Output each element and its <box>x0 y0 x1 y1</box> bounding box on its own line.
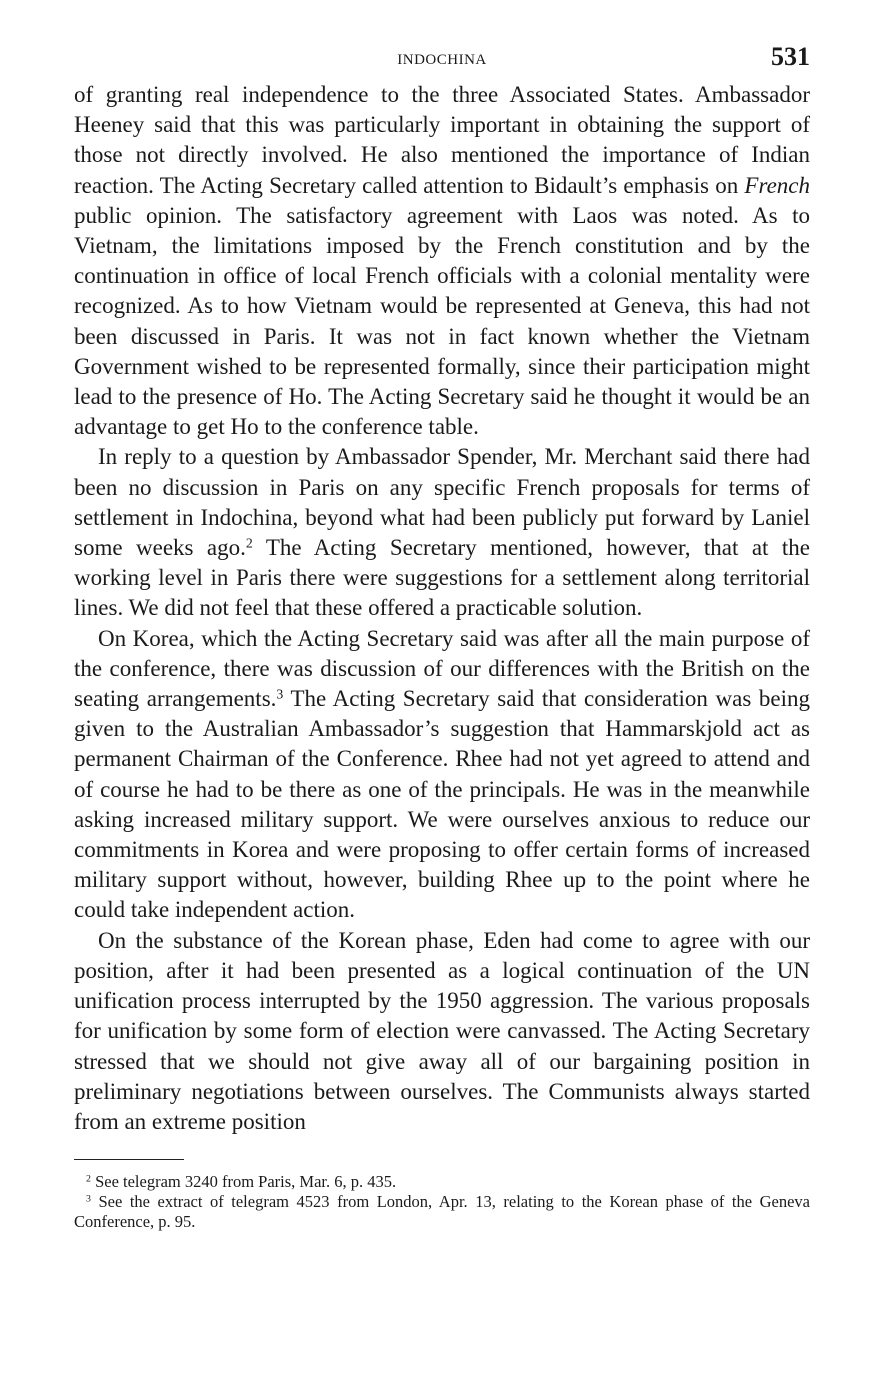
document-page <box>74 40 810 1232</box>
footnotes <box>74 1172 810 1232</box>
paragraph-1-text-a: of granting real independence to the three Associated States. Ambassador Heeney said that this was particularly important in obtaining the support of those not directly involved. He also mentioned the importance of Indian reaction. The Acting Secretary called attention to Bidault’s emphasis on <box>74 82 810 198</box>
footnote-3-text: See the extract of telegram 4523 from London, Apr. 13, relating to the Korean phase of the Geneva Conference, p. 95. <box>74 1192 810 1232</box>
footnote-2-text: See telegram 3240 from Paris, Mar. 6, p. 435. <box>90 1172 397 1192</box>
paragraph-1 <box>74 80 810 442</box>
footnote-ref-2[interactable]: 2 <box>245 535 253 551</box>
footnote-divider <box>74 1159 184 1160</box>
footnote-ref-3[interactable]: 3 <box>276 686 284 702</box>
paragraph-3-text-b: The Acting Secretary said that consideration was being given to the Australian Ambassador’s suggestion that Hammarskjold act as permanent Chairman of the Conference. Rhee had not yet agreed to attend and of course he had to be there as one of the principals. He was in the meanwhile asking increased military support. We were ourselves anxious to reduce our commitments in Korea and were proposing to offer certain forms of increased military support without, however, building Rhee up to the point where he could take independent action. <box>74 686 810 923</box>
running-title: INDOCHINA <box>397 52 487 68</box>
emphasis-french: French <box>744 172 810 198</box>
paragraph-2 <box>74 442 810 623</box>
paragraph-4 <box>74 926 810 1137</box>
paragraph-2-text-b: The Acting Secretary mentioned, however, that at the working level in Paris there were suggestions for a settlement along territorial lines. We did not feel that these offered a practicable solution. <box>74 535 810 621</box>
paragraph-2-text-a: In reply to a question by Ambassador Spender, Mr. Merchant said there had been no discussion in Paris on any specific French proposals for terms of settlement in Indochina, beyond what had been publicly put forward by Laniel some weeks ago. <box>74 444 810 561</box>
paragraph-3 <box>74 624 810 926</box>
paragraph-3-text-a: On Korea, which the Acting Secretary said was after all the main purpose of the conference, there was discussion of our differences with the British on the seating arrangements. <box>74 625 810 712</box>
page-number: 531 <box>771 42 810 71</box>
paragraph-4-text: On the substance of the Korean phase, Eden had come to agree with our position, after it had been presented as a logical continuation of the UN unification process interrupted by the 1950 aggression. The various proposals for unification by some form of election were canvassed. The Acting Secretary stressed that we should not give away all of our bargaining position in preliminary negotiations between ourselves. The Communists always started from an extreme position <box>74 927 810 1134</box>
running-header <box>74 40 810 80</box>
footnote-2 <box>74 1172 810 1192</box>
body-text <box>74 80 810 1137</box>
footnote-marker-2: 2 <box>86 1173 91 1185</box>
paragraph-1-text-b: public opinion. The satisfactory agreement with Laos was noted. As to Vietnam, the limitations imposed by the French constitution and by the continuation in office of local French officials with a colonial mentality were recognized. As to how Vietnam would be represented at Geneva, this had not been discussed in Paris. It was not in fact known whether the Vietnam Government wished to be represented formally, since their participation might lead to the presence of Ho. The Acting Secretary said he thought it would be an advantage to get Ho to the conference table. <box>74 202 810 440</box>
footnote-3 <box>74 1192 810 1232</box>
footnote-marker-3: 3 <box>86 1193 91 1205</box>
